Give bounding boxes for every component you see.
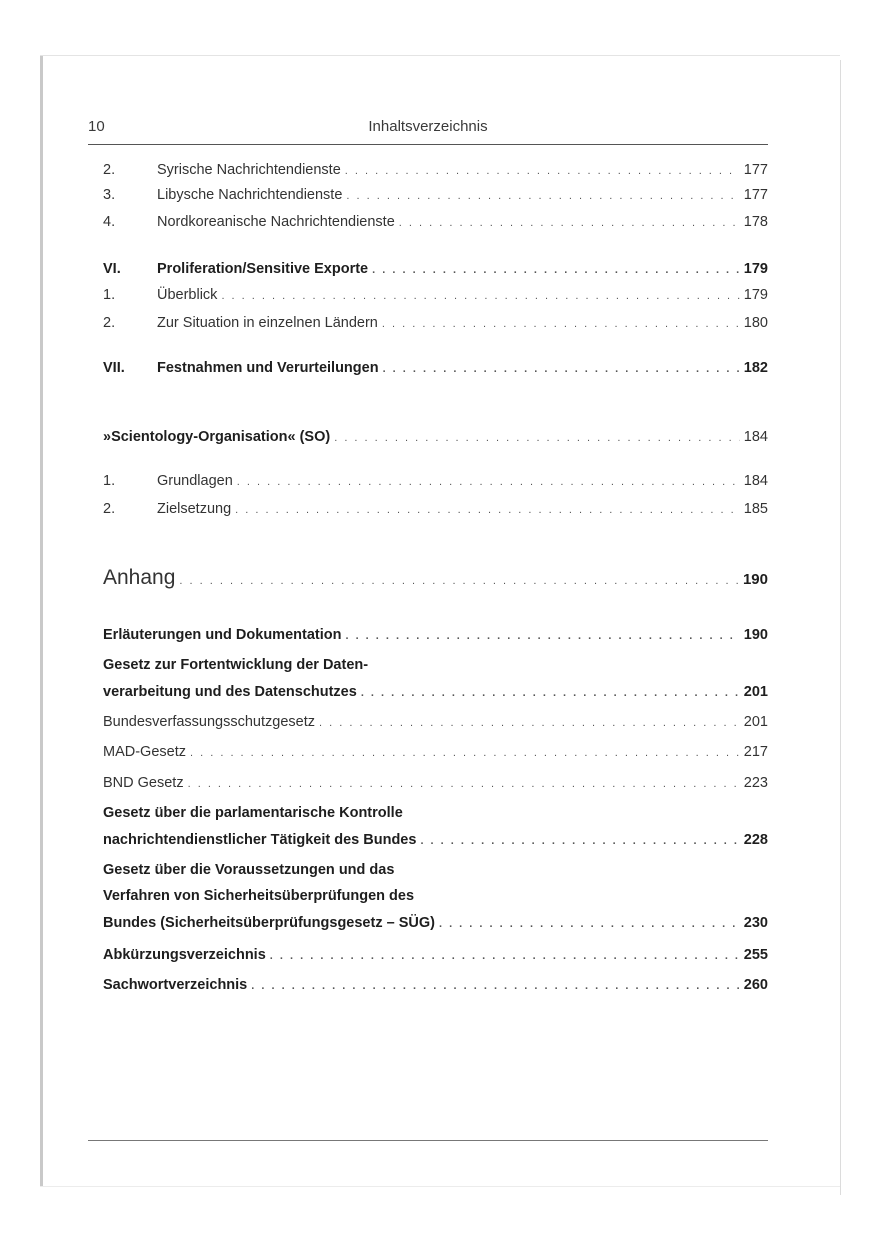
toc-title-line: Verfahren von Sicherheitsüberprüfungen des <box>103 888 415 904</box>
footer-rule <box>88 1140 768 1141</box>
toc-page-number: 228 <box>743 832 768 848</box>
dot-leader <box>382 314 740 334</box>
toc-page-number: 260 <box>743 977 768 993</box>
toc-title: Zielsetzung <box>157 501 232 517</box>
toc-number: 2. <box>103 501 116 517</box>
toc-entry[interactable] <box>103 212 768 233</box>
toc-page-number: 184 <box>743 473 768 489</box>
dot-leader <box>345 626 739 646</box>
toc-number: 1. <box>103 473 116 489</box>
toc-page-number: 190 <box>743 627 768 643</box>
dot-leader <box>190 743 740 763</box>
toc-title: nachrichtendienstlicher Tätigkeit des Bundes <box>103 832 417 848</box>
toc-title: Proliferation/Sensitive Exporte <box>157 261 369 277</box>
toc-title: Grundlagen <box>157 473 233 489</box>
dot-leader <box>372 260 740 280</box>
dot-leader <box>399 213 740 233</box>
toc-number: 2. <box>103 162 116 178</box>
dot-leader <box>237 472 740 492</box>
dot-leader <box>179 571 739 591</box>
header-rule <box>88 144 768 145</box>
dot-leader <box>383 359 740 379</box>
toc-entry[interactable] <box>103 712 768 733</box>
toc-title-line: Gesetz über die parlamentarische Kontrolle <box>103 805 403 821</box>
toc-entry[interactable] <box>103 313 768 334</box>
toc-page-number: 179 <box>743 287 768 303</box>
toc-page-number: 177 <box>743 162 768 178</box>
toc-page-number: 178 <box>743 214 768 230</box>
toc-number: 4. <box>103 214 116 230</box>
toc-title: Nordkoreanische Nachrichtendienste <box>157 214 395 230</box>
toc-entry[interactable] <box>103 160 768 181</box>
toc-entry-appendix[interactable] <box>103 945 768 966</box>
toc-number: 3. <box>103 187 116 203</box>
toc-number: VII. <box>103 360 125 376</box>
toc-title: Sachwortverzeichnis <box>103 977 248 993</box>
toc-entry-part[interactable] <box>103 568 768 591</box>
toc-page-number: 201 <box>743 714 768 730</box>
toc-page-number: 217 <box>743 744 768 760</box>
scan-edge-right <box>840 60 841 1195</box>
toc-entry-appendix[interactable] <box>103 625 768 646</box>
toc-title: Zur Situation in einzelnen Ländern <box>157 315 378 331</box>
toc-entry-section[interactable] <box>103 259 768 280</box>
toc-page-number: 182 <box>743 360 768 376</box>
toc-title: Erläuterungen und Dokumentation <box>103 627 342 643</box>
toc-page-number: 190 <box>742 571 768 588</box>
toc-entry-chapter[interactable] <box>103 427 768 448</box>
toc-title: verarbeitung und des Datenschutzes <box>103 684 357 700</box>
toc-number: VI. <box>103 261 121 277</box>
dot-leader <box>346 186 739 206</box>
toc-title: Anhang <box>103 566 176 589</box>
toc-entry[interactable] <box>103 773 768 794</box>
dot-leader <box>235 500 740 520</box>
toc-title: Abkürzungsverzeichnis <box>103 947 266 963</box>
toc-title: Bundesverfassungsschutzgesetz <box>103 714 315 730</box>
toc-entry[interactable] <box>103 742 768 763</box>
toc-entry-appendix[interactable] <box>103 830 768 851</box>
toc-page-number: 184 <box>743 429 768 445</box>
toc-page-number: 255 <box>743 947 768 963</box>
running-title: Inhaltsverzeichnis <box>368 118 488 135</box>
toc-title: Festnahmen und Verurteilungen <box>157 360 379 376</box>
dot-leader <box>420 831 739 851</box>
dot-leader <box>270 946 740 966</box>
toc-page-number: 177 <box>743 187 768 203</box>
toc-entry-appendix[interactable] <box>103 682 768 703</box>
page-number: 10 <box>88 118 105 135</box>
dot-leader <box>361 683 740 703</box>
toc-page-number: 185 <box>743 501 768 517</box>
toc-title-line: Gesetz zur Fortentwicklung der Daten- <box>103 657 369 673</box>
toc-title: »Scientology-Organisation« (SO) <box>103 429 331 445</box>
toc-number: 1. <box>103 287 116 303</box>
toc-number: 2. <box>103 315 116 331</box>
scan-edge-left <box>40 56 43 1186</box>
toc-page-number: 223 <box>743 775 768 791</box>
toc-title: Bundes (Sicherheitsüberprüfungsgesetz – SÜG) <box>103 915 435 931</box>
toc-page-number: 201 <box>743 684 768 700</box>
toc-title: BND Gesetz <box>103 775 184 791</box>
dot-leader <box>251 976 740 996</box>
toc-entry-appendix[interactable] <box>103 975 768 996</box>
toc-title: MAD-Gesetz <box>103 744 186 760</box>
toc-title: Syrische Nachrichtendienste <box>157 162 341 178</box>
toc-entry[interactable] <box>103 285 768 306</box>
page-header <box>88 118 768 142</box>
toc-entry[interactable] <box>103 185 768 206</box>
dot-leader <box>221 286 739 306</box>
scan-edge-top <box>40 55 840 56</box>
toc-entry[interactable] <box>103 499 768 520</box>
toc-title: Libysche Nachrichtendienste <box>157 187 343 203</box>
dot-leader <box>188 774 740 794</box>
dot-leader <box>334 428 740 448</box>
dot-leader <box>345 161 740 181</box>
toc-page-number: 180 <box>743 315 768 331</box>
dot-leader <box>319 713 740 733</box>
toc-page-number: 179 <box>743 261 768 277</box>
toc-entry[interactable] <box>103 471 768 492</box>
toc-entry-appendix[interactable] <box>103 913 768 934</box>
dot-leader <box>439 914 740 934</box>
toc-page-number: 230 <box>743 915 768 931</box>
toc-title: Überblick <box>157 287 218 303</box>
toc-title-line: Gesetz über die Voraussetzungen und das <box>103 862 395 878</box>
scan-edge-bottom <box>40 1186 840 1187</box>
toc-entry-section[interactable] <box>103 358 768 379</box>
